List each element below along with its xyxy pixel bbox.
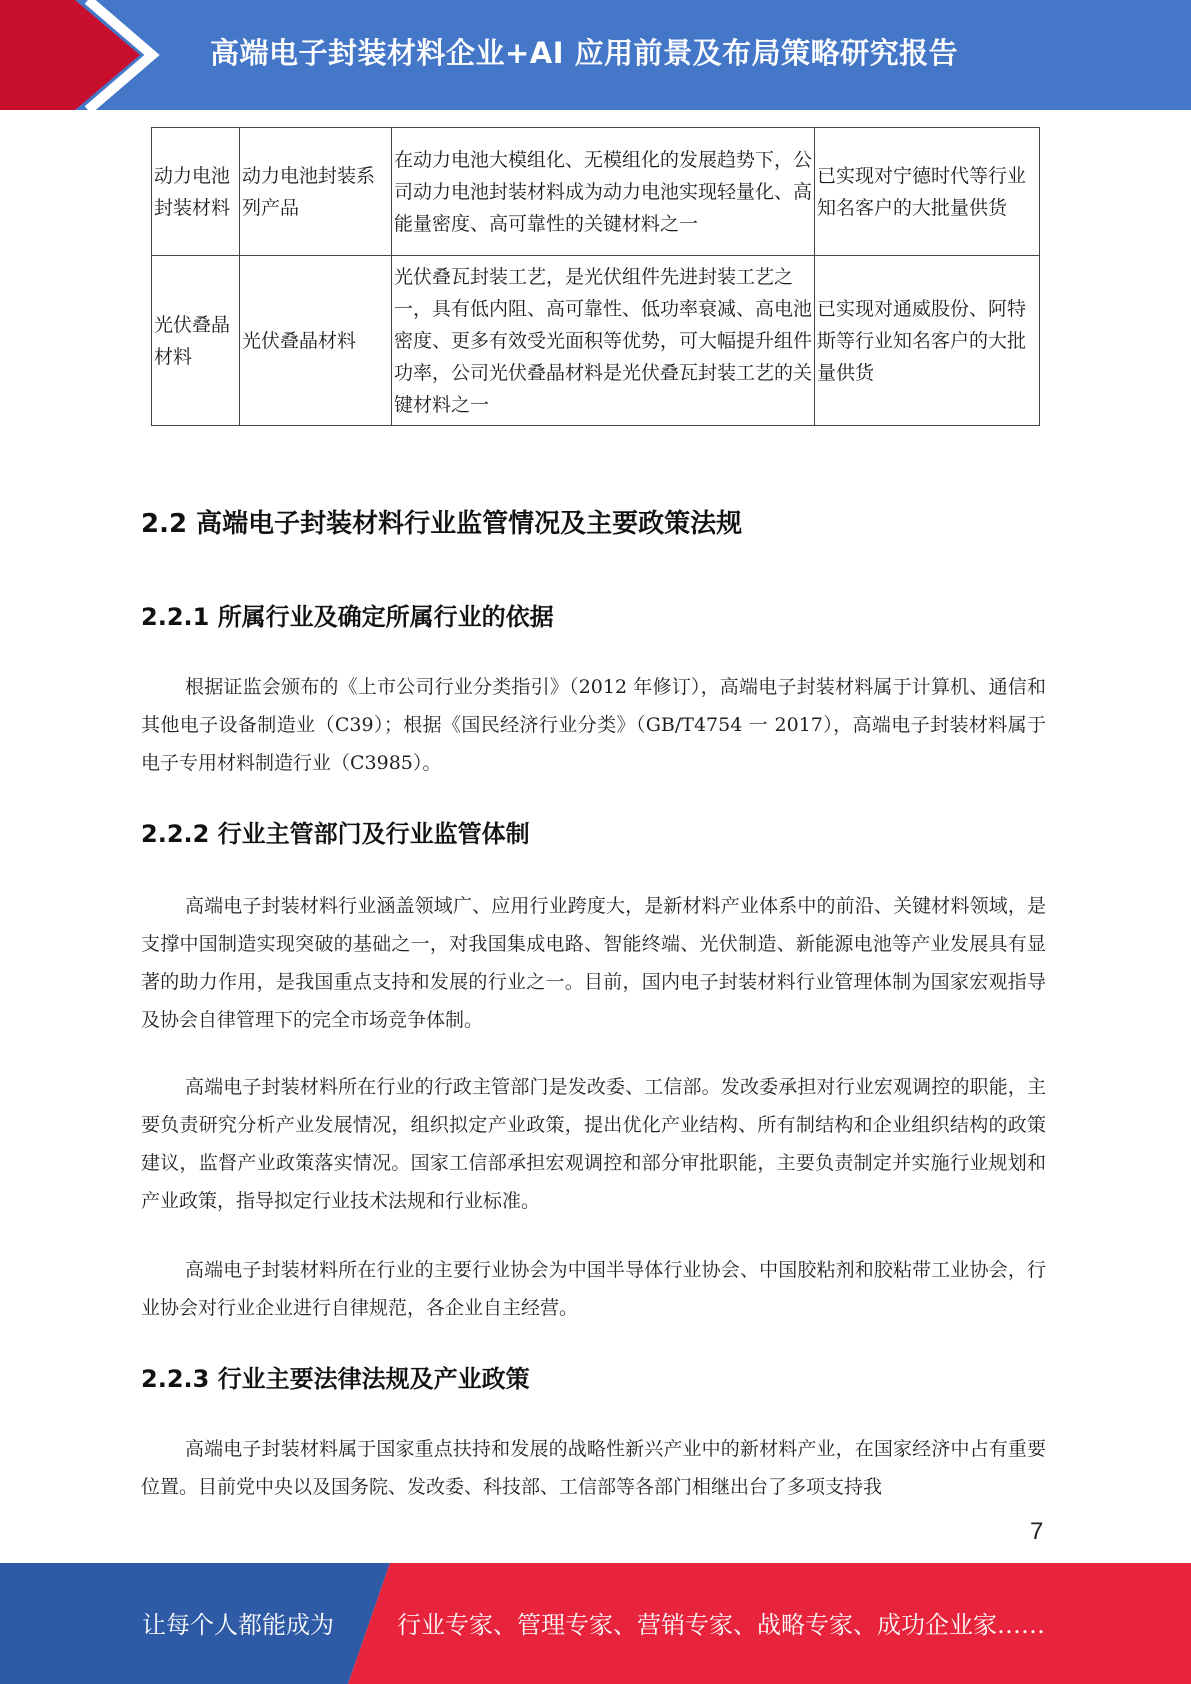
footer-slogan-right: 行业专家、管理专家、营销专家、战略专家、成功企业家……: [397, 1611, 1045, 1639]
cell-category: 光伏叠晶材料: [152, 256, 240, 426]
section-heading-2-2-1: 2.2.1 所属行业及确定所属行业的依据: [141, 603, 554, 631]
paragraph: 高端电子封装材料所在行业的行政主管部门是发改委、工信部。发改委承担对行业宏观调控的职能，主要负责研究分析产业发展情况，组织拟定产业政策，提出优化产业结构、所有制结构和企业组织结构的政策建议，监督产业政策落实情况。国家工信部承担宏观调控和部分审批职能，主要负责制定并实施行业规划和产业政策，指导拟定行业技术法规和行业标准。: [141, 1076, 1046, 1212]
paragraph: 高端电子封装材料行业涵盖领域广、应用行业跨度大，是新材料产业体系中的前沿、关键材料领域，是支撑中国制造实现突破的基础之一，对我国集成电路、智能终端、光伏制造、新能源电池等产业发展具有显著的助力作用，是我国重点支持和发展的行业之一。目前，国内电子封装材料行业管理体制为国家宏观指导及协会自律管理下的完全市场竞争体制。: [141, 895, 1046, 1031]
paragraph: 高端电子封装材料所在行业的主要行业协会为中国半导体行业协会、中国胶粘剂和胶粘带工业协会，行业协会对行业企业进行自律规范，各企业自主经营。: [141, 1259, 1046, 1319]
cell-customers: 已实现对宁德时代等行业知名客户的大批量供货: [815, 128, 1040, 256]
section-heading-2-2-2: 2.2.2 行业主管部门及行业监管体制: [141, 820, 530, 848]
cell-customers: 已实现对通威股份、阿特斯等行业知名客户的大批量供货: [815, 256, 1040, 426]
cell-category: 动力电池封装材料: [152, 128, 240, 256]
cell-product: 光伏叠晶材料: [240, 256, 392, 426]
report-title: 高端电子封装材料企业+AI 应用前景及布局策略研究报告: [210, 36, 959, 70]
cell-product: 动力电池封装系列产品: [240, 128, 392, 256]
cell-description: 光伏叠瓦封装工艺，是光伏组件先进封装工艺之一，具有低内阻、高可靠性、低功率衰减、高电池密度、更多有效受光面积等优势，可大幅提升组件功率，公司光伏叠晶材料是光伏叠瓦封装工艺的关键材料之一: [392, 256, 815, 426]
page-footer: [0, 1563, 1191, 1684]
cell-description: 在动力电池大模组化、无模组化的发展趋势下，公司动力电池封装材料成为动力电池实现轻量化、高能量密度、高可靠性的关键材料之一: [392, 128, 815, 256]
paragraph: 高端电子封装材料属于国家重点扶持和发展的战略性新兴产业中的新材料产业，在国家经济中占有重要位置。目前党中央以及国务院、发改委、科技部、工信部等各部门相继出台了多项支持我: [141, 1438, 1046, 1498]
page-header: [0, 0, 1191, 110]
section-heading-2-2-3: 2.2.3 行业主要法律法规及产业政策: [141, 1365, 530, 1393]
table-row: [152, 256, 1040, 426]
product-table: [151, 127, 1040, 426]
paragraph: 根据证监会颁布的《上市公司行业分类指引》（2012 年修订），高端电子封装材料属于计算机、通信和其他电子设备制造业（C39）；根据《国民经济行业分类》（GB/T4754 一 2017），高端电子封装材料属于电子专用材料制造行业（C3985）。: [141, 676, 1046, 774]
table-row: [152, 128, 1040, 256]
footer-slogan-left: 让每个人都能成为: [142, 1611, 334, 1639]
page-number: 7: [1030, 1518, 1044, 1545]
section-heading-2-2: 2.2 高端电子封装材料行业监管情况及主要政策法规: [141, 509, 743, 539]
